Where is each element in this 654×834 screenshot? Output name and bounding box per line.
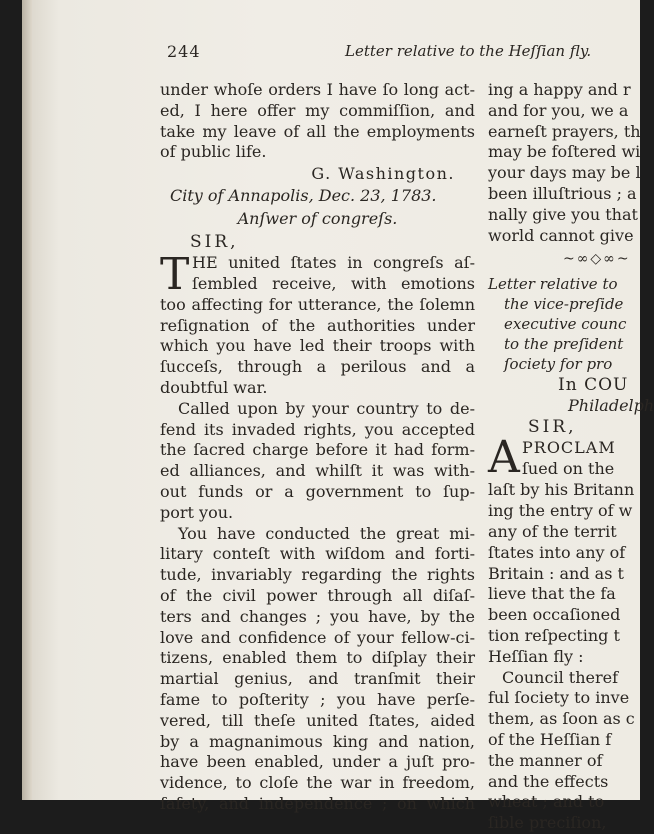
text-line: ed, I here offer my commiſſion, and bbox=[160, 100, 475, 120]
text-line: by a magnanimous king and nation, bbox=[160, 731, 475, 751]
in-council: In COU bbox=[558, 375, 629, 396]
title-line: Letter relative to bbox=[488, 275, 618, 294]
letter-title bbox=[488, 274, 648, 374]
right-top-lines bbox=[488, 80, 648, 246]
text-line: tude, invariably regarding the rights bbox=[160, 565, 475, 585]
dateline: City of Annapolis, Dec. 23, 1783. bbox=[170, 186, 437, 206]
text-line: of the Heſſian f bbox=[488, 729, 612, 749]
text-line: ing the entry of w bbox=[488, 501, 633, 521]
text-line: PROCLAM bbox=[522, 438, 616, 458]
proclamation-opening bbox=[488, 432, 648, 484]
text-line: them, as ſoon as c bbox=[488, 709, 635, 729]
text-line: tizens, enabled them to diſplay their bbox=[160, 648, 475, 668]
title-line: ſociety for pro bbox=[504, 355, 613, 374]
text-line: out funds or a government to ſup- bbox=[160, 481, 475, 501]
text-line: may be foſtered wi bbox=[488, 142, 641, 162]
paragraph-3 bbox=[160, 524, 475, 815]
document-page bbox=[22, 0, 654, 833]
running-head: Letter relative to the Heſſian fly. bbox=[345, 42, 592, 60]
text-line: Called upon by your country to de- bbox=[178, 398, 475, 418]
salutation-right: SIR, bbox=[528, 417, 577, 438]
page-header bbox=[22, 42, 640, 72]
ornament-divider: ~∞◇∞~ bbox=[563, 251, 631, 268]
text-line: been occaſioned bbox=[488, 605, 621, 625]
text-line: have been enabled, under a juſt pro- bbox=[160, 752, 475, 772]
text-line: ſafety, and independence ; on which bbox=[160, 793, 475, 813]
text-line: port you. bbox=[160, 502, 234, 522]
text-line: and for you, we a bbox=[488, 100, 629, 120]
text-line: ing a happy and r bbox=[488, 80, 631, 99]
text-line: HE united ſtates in congreſs aſ- bbox=[192, 253, 475, 273]
signature: G. Washington. bbox=[311, 164, 455, 184]
text-line: world cannot give bbox=[488, 225, 634, 245]
text-line: any of the territ bbox=[488, 521, 617, 541]
text-line: fend its invaded rights, you accepted bbox=[160, 419, 475, 439]
title-line: the vice-preſide bbox=[504, 295, 624, 314]
text-line: wheat ; and to bbox=[488, 792, 605, 812]
text-line: ful ſociety to inve bbox=[488, 688, 630, 708]
page-edge bbox=[22, 0, 32, 800]
title-line: to the preſident bbox=[504, 335, 624, 354]
text-line: litary conteſt with wiſdom and forti- bbox=[160, 544, 475, 564]
title-line: executive counc bbox=[504, 315, 627, 334]
text-line: doubtful war. bbox=[160, 377, 268, 397]
text-line: under whoſe orders I have ſo long act- bbox=[160, 80, 475, 99]
text-line: been illuſtrious ; a bbox=[488, 183, 637, 203]
text-line: reſignation of the authorities under bbox=[160, 315, 475, 335]
text-line: of public life. bbox=[160, 142, 267, 162]
text-line: laſt by his Britann bbox=[488, 480, 635, 500]
salutation: SIR, bbox=[190, 232, 239, 253]
text-line: ſembled receive, with emotions bbox=[192, 273, 475, 293]
text-line: of the civil power through all diſaſ- bbox=[160, 585, 475, 605]
paragraph-2 bbox=[160, 399, 475, 524]
text-line: ſucceſs, through a perilous and a bbox=[160, 357, 475, 377]
text-line: ſible preciſion, bbox=[488, 813, 607, 833]
text-line: fame to poſterity ; you have perſe- bbox=[160, 689, 475, 709]
text-line: vidence, to cloſe the war in freedom, bbox=[160, 773, 475, 793]
page-number: 244 bbox=[167, 42, 201, 61]
text-line: ſtates into any of bbox=[488, 542, 626, 562]
text-line: the ſacred charge before it had form- bbox=[160, 440, 475, 460]
opening-lines bbox=[160, 80, 475, 163]
text-line: too affecting for utterance, the ſolemn bbox=[160, 294, 475, 314]
text-line: the manner of bbox=[488, 750, 603, 770]
text-line: take my leave of all the employments bbox=[160, 121, 475, 141]
text-line: ed alliances, and whilſt it was with- bbox=[160, 461, 475, 481]
text-line: earneſt prayers, th bbox=[488, 121, 641, 141]
right-body-lines bbox=[488, 480, 648, 834]
text-line: and the effects bbox=[488, 771, 609, 791]
text-line: Heſſian fly : bbox=[488, 646, 584, 666]
place: Philadelph bbox=[568, 396, 654, 416]
text-line: ſued on the bbox=[522, 459, 615, 479]
text-line: your days may be l bbox=[488, 163, 641, 183]
subhead: Anſwer of congreſs. bbox=[237, 209, 398, 229]
text-line: tion reſpecting t bbox=[488, 625, 620, 645]
text-line: love and confidence of your fellow-ci- bbox=[160, 627, 475, 647]
text-line: nally give you that bbox=[488, 204, 638, 224]
paragraph-1 bbox=[160, 249, 475, 399]
text-line: vered, till theſe united ſtates, aided bbox=[160, 710, 475, 730]
text-line: ters and changes ; you have, by the bbox=[160, 606, 475, 626]
drop-cap: T bbox=[160, 249, 190, 301]
text-line: Britain : and as t bbox=[488, 563, 624, 583]
right-column bbox=[488, 80, 654, 834]
left-column bbox=[160, 80, 475, 815]
text-line: which you have led their troops with bbox=[160, 336, 475, 356]
text-line: martial genius, and tranſmit their bbox=[160, 669, 475, 689]
text-line: Council theref bbox=[502, 667, 619, 687]
text-line: lieve that the fa bbox=[488, 584, 616, 604]
text-line: You have conducted the great mi- bbox=[178, 523, 475, 543]
drop-cap: A bbox=[488, 432, 520, 484]
